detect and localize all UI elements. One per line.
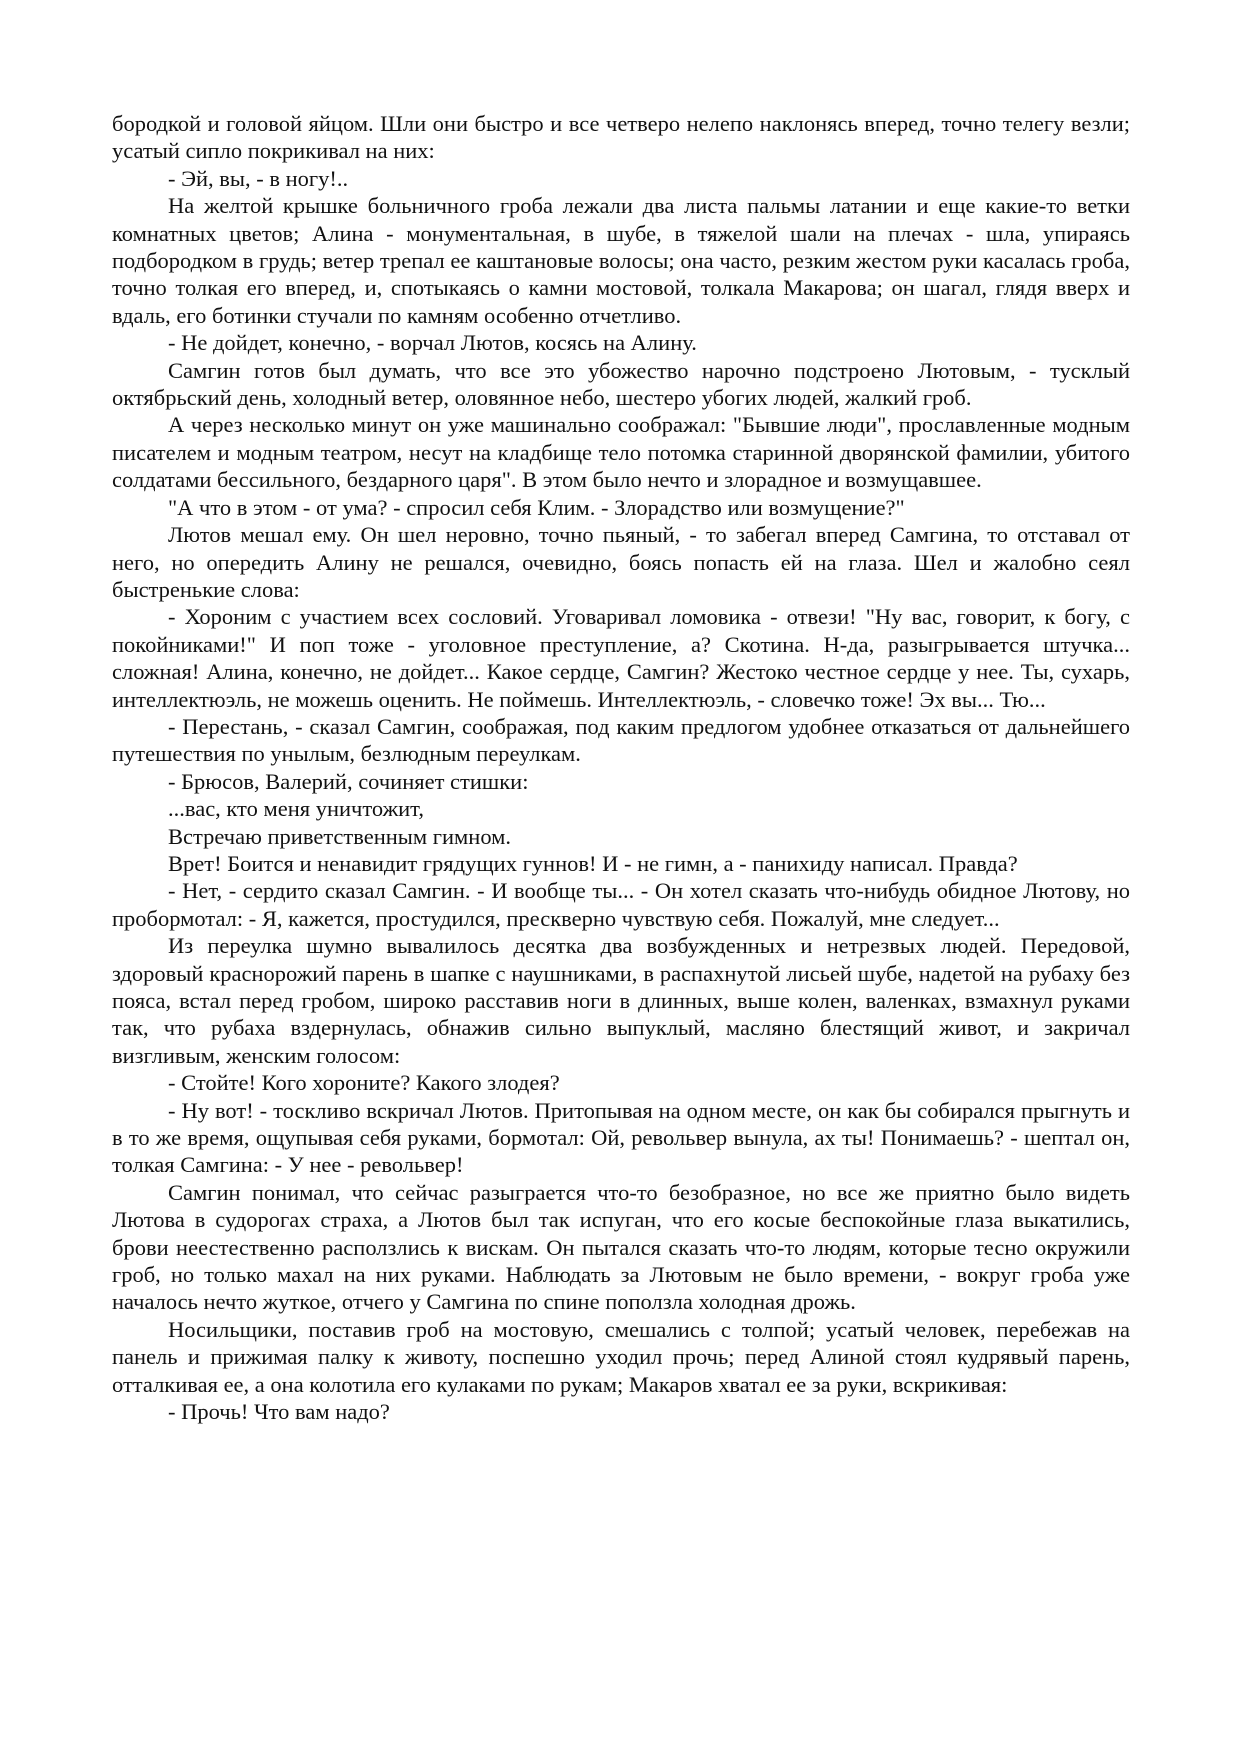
paragraph-dialogue: Врет! Боится и ненавидит грядущих гуннов! И - не гимн, а - панихиду написал. Правда? bbox=[168, 850, 1018, 876]
paragraph-dialogue: - Нет, - сердито сказал Самгин. - И вообще ты... - Он хотел сказать что-нибудь обидное Лютову, но пробормотал: - Я, кажется, простудился, прескверно чувствую себя. Пожалуй, мне следует... bbox=[112, 878, 1130, 931]
page-body bbox=[112, 110, 1130, 1426]
paragraph: А через несколько минут он уже машинально соображал: "Бывшие люди", прославленные модным писателем и модным театром, несут на кладбище тело потомка старинной дворянской фамилии, убитого солдатами бессильного, бездарного царя". В этом было нечто и злорадное и возмущавшее. bbox=[112, 412, 1130, 493]
paragraph: Самгин готов был думать, что все это убожество нарочно подстроено Лютовым, - тусклый октябрьский день, холодный ветер, оловянное небо, шестеро убогих людей, жалкий гроб. bbox=[112, 357, 1130, 411]
paragraph-dialogue: - Перестань, - сказал Самгин, соображая, под каким предлогом удобнее отказаться от дальнейшего путешествия по унылым, безлюдным переулкам. bbox=[112, 713, 1130, 767]
paragraph-dialogue: - Ну вот! - тоскливо вскричал Лютов. Притопывая на одном месте, он как бы собирался прыгнуть и в то же время, ощупывая себя руками, бормотал: Ой, револьвер вынула, ах ты! Понимаешь? - шептал он, толкая Самгина: - У нее - револьвер! bbox=[112, 1097, 1130, 1178]
paragraph-quote: "А что в этом - от ума? - спросил себя Клим. - Злорадство или возмущение?" bbox=[168, 494, 905, 520]
paragraph-continuation: бородкой и головой яйцом. Шли они быстро и все четверо нелепо наклонясь вперед, точно телегу везли; усатый сипло покрикивал на них: bbox=[112, 111, 1130, 164]
paragraph-dialogue: - Прочь! Что вам надо? bbox=[168, 1399, 390, 1425]
paragraph-dialogue: - Эй, вы, - в ногу!.. bbox=[168, 165, 349, 191]
poem-line: ...вас, кто меня уничтожит, bbox=[168, 796, 424, 822]
paragraph-dialogue: - Хороним с участием всех сословий. Уговаривал ломовика - отвези! "Ну вас, говорит, к богу, с покойниками!" И поп тоже - уголовное преступление, а? Скотина. Н-да, разыгрывается штучка... сложная! Алина, конечно, не дойдет... Какое сердце, Самгин? Жестоко честное сердце у нее. Ты, сухарь, интеллектюэль, не можешь оценить. Не поймешь. Интеллектюэль, - словечко тоже! Эх вы... Тю... bbox=[112, 604, 1130, 712]
paragraph: Из переулка шумно вывалилось десятка два возбужденных и нетрезвых людей. Передовой, здоровый краснорожий парень в шапке с наушниками, в распахнутой лисьей шубе, надетой на рубаху без пояса, встал перед гробом, широко расставив ноги в длинных, выше колен, валенках, взмахнул руками так, что рубаха вздернулась, обнажив сильно выпуклый, масляно блестящий живот, и закричал визгливым, женским голосом: bbox=[112, 933, 1130, 1068]
paragraph: На желтой крышке больничного гроба лежали два листа пальмы латании и еще какие-то ветки комнатных цветов; Алина - монументальная, в шубе, в тяжелой шали на плечах - шла, упираясь подбородком в грудь; ветер трепал ее каштановые волосы; она часто, резким жестом руки касалась гроба, точно толкая его вперед, и, спотыкаясь о камни мостовой, толкала Макарова; он шагал, глядя вверх и вдаль, его ботинки стучали по камням особенно отчетливо. bbox=[112, 193, 1130, 328]
poem-line: Встречаю приветственным гимном. bbox=[168, 823, 512, 849]
paragraph: Лютов мешал ему. Он шел неровно, точно пьяный, - то забегал вперед Самгина, то отставал от него, но опередить Алину не решался, очевидно, боясь попасть ей на глаза. Шел и жалобно сеял быстренькие слова: bbox=[112, 522, 1130, 602]
paragraph: Самгин понимал, что сейчас разыграется что-то безобразное, но все же приятно было видеть Лютова в судорогах страха, а Лютов был так испуган, что его косые беспокойные глаза выкатились, брови неестественно расползлись к вискам. Он пытался сказать что-то людям, которые тесно окружили гроб, но только махал на них руками. Наблюдать за Лютовым не было времени, - вокруг гроба уже началось нечто жуткое, отчего у Самгина по спине поползла холодная дрожь. bbox=[112, 1179, 1130, 1315]
paragraph: Носильщики, поставив гроб на мостовую, смешались с толпой; усатый человек, перебежав на панель и прижимая палку к животу, поспешно уходил прочь; перед Алиной стоял кудрявый парень, отталкивая ее, а она колотила его кулаками по рукам; Макаров хватал ее за руки, вскрикивая: bbox=[112, 1316, 1130, 1397]
paragraph-dialogue: - Не дойдет, конечно, - ворчал Лютов, косясь на Алину. bbox=[168, 330, 697, 356]
paragraph-dialogue: - Стойте! Кого хороните? Какого злодея? bbox=[168, 1070, 560, 1096]
paragraph-dialogue: - Брюсов, Валерий, сочиняет стишки: bbox=[168, 768, 529, 794]
